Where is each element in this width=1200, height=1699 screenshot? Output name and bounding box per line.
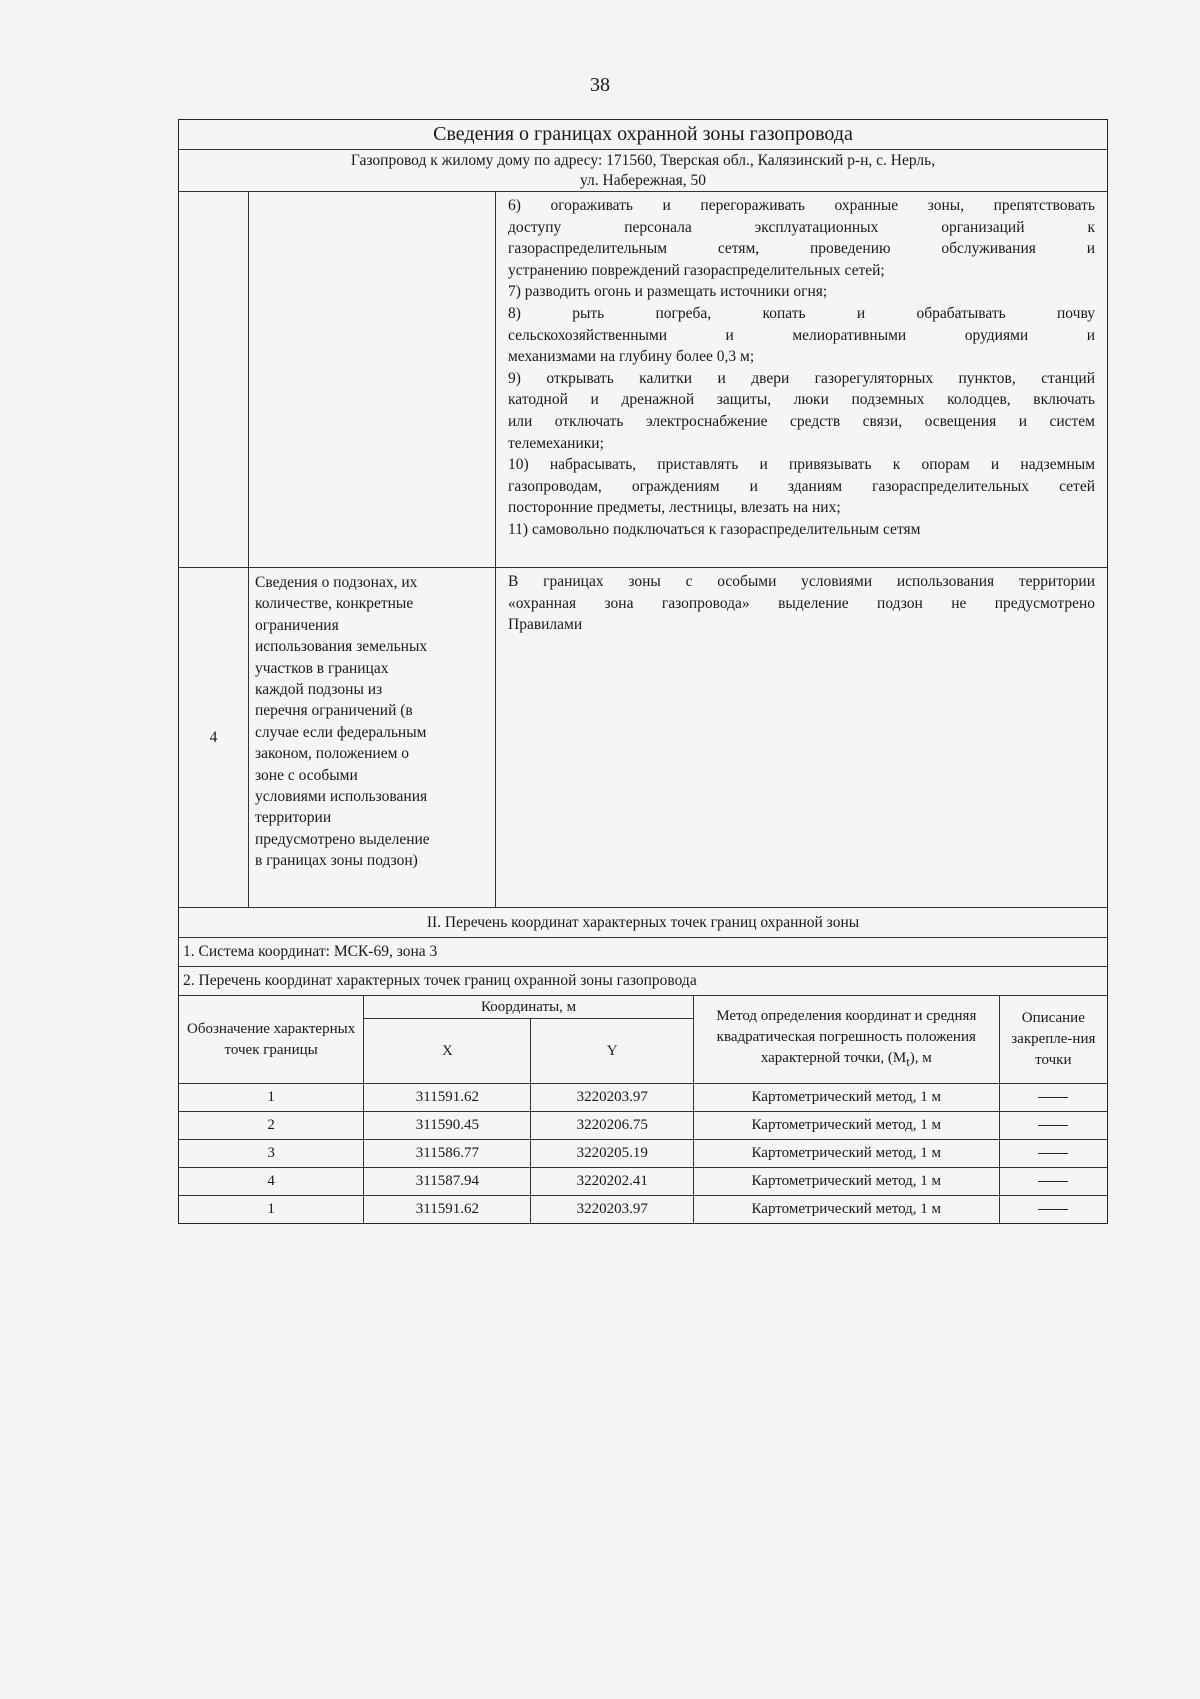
y-cell: 3220206.75	[531, 1112, 693, 1140]
method-cell: Картометрический метод, 1 м	[693, 1196, 999, 1224]
prohibition-line: механизмами на глубину более 0,3 м;	[508, 348, 755, 366]
method-cell: Картометрический метод, 1 м	[693, 1084, 999, 1112]
description-cell	[999, 1084, 1107, 1112]
header-y: Y	[531, 1019, 693, 1084]
prohibition-line: устранению повреждений газораспределительных сетей;	[508, 261, 885, 279]
coordinates-table-wrap	[179, 996, 1107, 1223]
dash-mark	[1038, 1181, 1068, 1182]
header-description: Описание закрепле-ния точки	[999, 996, 1107, 1084]
page-number: 38	[590, 74, 610, 96]
subzones-value	[496, 568, 1107, 907]
description-cell	[999, 1196, 1107, 1224]
subzones-label-line: перечня ограничений (в	[255, 702, 413, 720]
prohibition-line: 8) рыть погреба, копать и обрабатывать почву	[508, 304, 1095, 322]
description-cell	[999, 1140, 1107, 1168]
x-cell: 311587.94	[364, 1168, 531, 1196]
prohibition-line: катодной и дренажной защиты, люки подземных колодцев, включать	[508, 391, 1095, 409]
section-2-text: II. Перечень координат характерных точек границ охранной зоны	[426, 913, 860, 931]
table-row	[179, 1196, 1107, 1224]
subzones-label-line: участков в границах	[255, 659, 389, 677]
dash-mark	[1038, 1209, 1068, 1210]
subzones-value-line: В границах зоны с особыми условиями использования территории	[508, 573, 1095, 590]
description-cell	[999, 1112, 1107, 1140]
address-line-1: Газопровод к жилому дому по адресу: 171560, Тверская обл., Калязинский р-н, с. Нерль,	[350, 152, 936, 169]
subzones-label-line: количестве, конкретные	[255, 595, 414, 613]
point-cell: 2	[179, 1112, 364, 1140]
coordinate-system-text: 1. Система координат: МСК-69, зона 3	[183, 943, 438, 960]
subzones-label-line: территории	[255, 809, 332, 827]
point-cell: 4	[179, 1168, 364, 1196]
prohibitions-row	[179, 192, 1107, 568]
header-point: Обозначение характерных точек границы	[179, 996, 364, 1084]
method-cell: Картометрический метод, 1 м	[693, 1112, 999, 1140]
document-title	[179, 120, 1107, 150]
method-cell: Картометрический метод, 1 м	[693, 1140, 999, 1168]
y-cell: 3220203.97	[531, 1196, 693, 1224]
header-coords: Координаты, м	[364, 996, 694, 1019]
title-text: Сведения о границах охранной зоны газопровода	[433, 123, 853, 145]
subzones-label	[249, 568, 496, 907]
header-method	[693, 996, 999, 1084]
prohibition-line: доступу персонала эксплуатационных организаций к	[508, 218, 1095, 236]
section-2-title	[179, 908, 1107, 938]
method-cell: Картометрический метод, 1 м	[693, 1168, 999, 1196]
subzones-label-line: зоне с особыми	[255, 766, 358, 784]
prohibition-line: 10) набрасывать, приставлять и привязывать к опорам и надземным	[508, 456, 1095, 474]
table-row	[179, 1168, 1107, 1196]
x-cell: 311591.62	[364, 1084, 531, 1112]
dash-mark	[1038, 1125, 1068, 1126]
subzones-label-line: условиями использования	[255, 788, 428, 806]
subzones-label-line: использования земельных	[255, 638, 428, 656]
row-number-4: 4	[179, 568, 249, 907]
description-cell	[999, 1168, 1107, 1196]
x-cell: 311591.62	[364, 1196, 531, 1224]
subzones-label-line: предусмотрено выделение	[255, 830, 430, 848]
subzones-label-line: Сведения о подзонах, их	[255, 574, 418, 591]
point-cell: 3	[179, 1140, 364, 1168]
point-cell: 1	[179, 1196, 364, 1224]
subzones-label-line: случае если федеральным	[255, 723, 427, 741]
prohibition-line: 11) самовольно подключаться к газораспределительным сетям	[508, 520, 921, 538]
subzones-label-line: ограничения	[255, 616, 339, 634]
table-row	[179, 1140, 1107, 1168]
gas-pipeline-address	[179, 150, 1107, 192]
coordinate-list-text: 2. Перечень координат характерных точек границ охранной зоны газопровода	[183, 972, 697, 989]
prohibition-line: 6) огораживать и перегораживать охранные зоны, препятствовать	[508, 197, 1095, 214]
y-cell: 3220202.41	[531, 1168, 693, 1196]
address-line-2: ул. Набережная, 50	[579, 172, 707, 189]
zone-info-table	[178, 119, 1108, 1224]
row-label-cell	[249, 192, 496, 567]
prohibition-line: телемеханики;	[508, 434, 604, 452]
prohibition-line: газопроводам, ограждениям и зданиям газораспределительных сетей	[508, 477, 1095, 495]
subzones-label-line: законом, положением о	[255, 745, 410, 763]
table-row	[179, 1084, 1107, 1112]
dash-mark	[1038, 1097, 1068, 1098]
coordinates-table	[179, 996, 1107, 1223]
prohibition-line: газораспределительным сетям, проведению обслуживания и	[508, 240, 1095, 258]
header-x: X	[364, 1019, 531, 1084]
subzones-value-line: «охранная зона газопровода» выделение подзон не предусмотрено	[508, 594, 1095, 612]
prohibitions-list	[496, 192, 1107, 567]
subzones-label-line: каждой подзоны из	[255, 681, 383, 699]
subzones-row	[179, 568, 1107, 908]
prohibition-line: сельскохозяйственными и мелиоративными орудиями и	[508, 326, 1095, 344]
prohibition-line: 7) разводить огонь и размещать источники огня;	[508, 283, 828, 301]
point-cell: 1	[179, 1084, 364, 1112]
header-method-text: Метод определения координат и средняя квадратическая погрешность положения характерной точки, (M	[716, 1008, 977, 1066]
y-cell: 3220203.97	[531, 1084, 693, 1112]
coordinate-system	[179, 938, 1107, 967]
y-cell: 3220205.19	[531, 1140, 693, 1168]
x-cell: 311586.77	[364, 1140, 531, 1168]
prohibition-line: или отключать электроснабжение средств связи, освещения и систем	[508, 412, 1095, 430]
row-number-cell	[179, 192, 249, 567]
prohibition-line: посторонние предметы, лестницы, влезать на них;	[508, 499, 841, 517]
x-cell: 311590.45	[364, 1112, 531, 1140]
subzones-value-line: Правилами	[508, 616, 583, 634]
coordinate-list-title	[179, 967, 1107, 996]
header-method-end: ), м	[909, 1050, 932, 1066]
table-row	[179, 1112, 1107, 1140]
subzones-label-line: в границах зоны подзон)	[255, 852, 418, 870]
dash-mark	[1038, 1153, 1068, 1154]
header-method-sub: t	[906, 1055, 910, 1069]
prohibition-line: 9) открывать калитки и двери газорегуляторных пунктов, станций	[508, 369, 1095, 387]
